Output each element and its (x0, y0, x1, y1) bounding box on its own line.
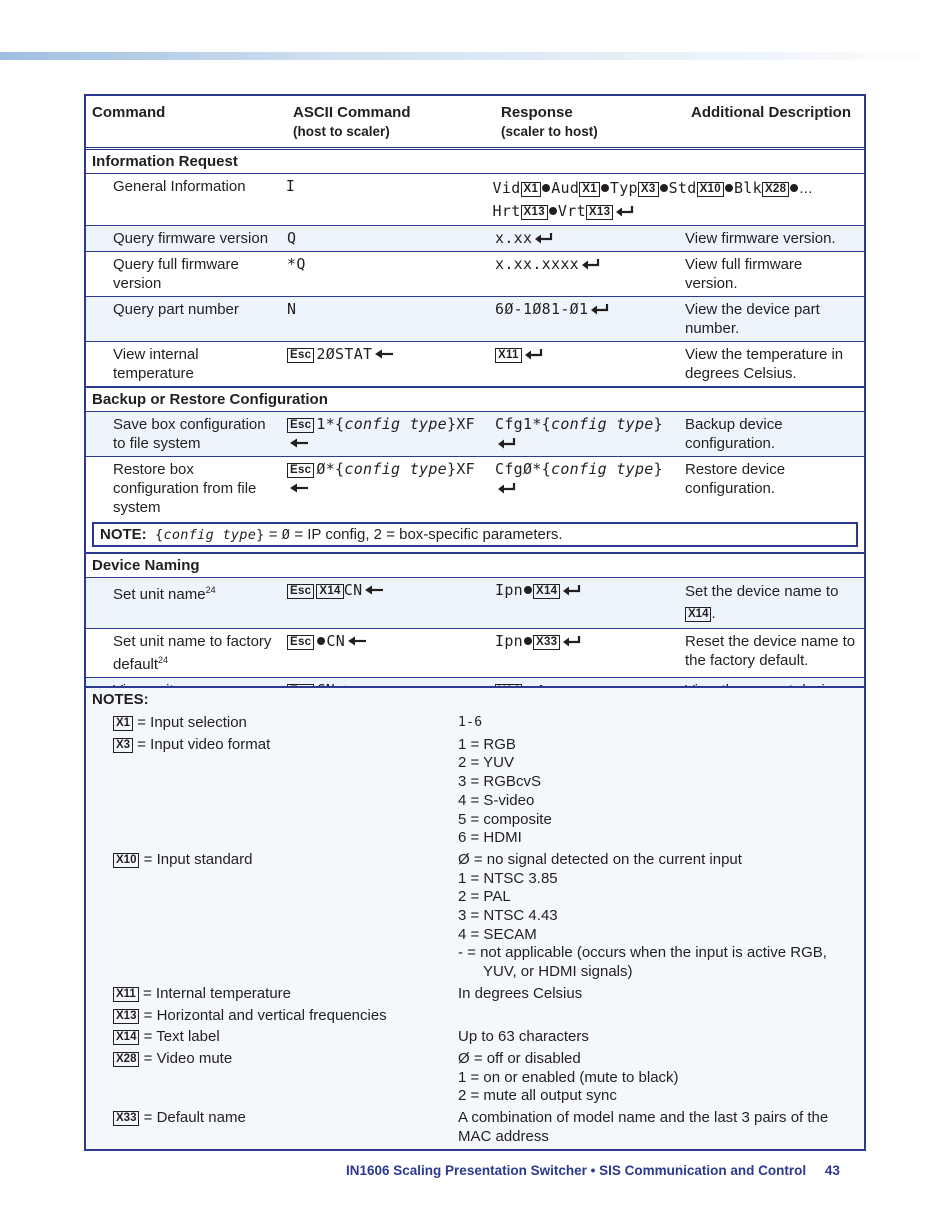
note-x13: X13 = Horizontal and vertical frequencies (86, 1007, 864, 1026)
page-number: 43 (824, 1163, 840, 1178)
space-dot-icon (725, 184, 733, 192)
esc-key-icon: Esc (287, 463, 314, 478)
header-gradient-bar (0, 52, 950, 60)
return-arrow-icon (497, 482, 517, 494)
space-dot-icon (660, 184, 668, 192)
table-row: General Information I Vid X1 Aud X1 Typ X3 Std X10 Blk X28 ... Hrt X13 Vrt X13 (86, 173, 864, 225)
section-backup-restore: Backup or Restore Configuration (86, 386, 864, 411)
carriage-return-arrow-icon (289, 482, 309, 494)
note-x14: X14 = Text label Up to 63 characters (86, 1028, 864, 1047)
section-information-request: Information Request (92, 153, 238, 170)
return-arrow-icon (562, 635, 582, 647)
space-dot-icon (524, 586, 532, 594)
notes-title: NOTES: (92, 691, 149, 708)
esc-key-icon: Esc (287, 635, 314, 650)
note-x3: X3 = Input video format 1 = RGB 2 = YUV 3 = RGBcvS 4 = S-video 5 = composite 6 = HDMI (86, 736, 864, 848)
general-response: Vid X1 Aud X1 Typ X3 Std X10 Blk X28 ... Hrt X13 Vrt X13 (492, 179, 813, 220)
table-row: Restore box configuration from file system Esc Ø*{config type}XF CfgØ*{config type} Restore device configuration. (86, 456, 864, 520)
note-x10: X10 = Input standard Ø = no signal detected on the current input 1 = NTSC 3.85 2 = PAL 3 = NTSC 4.43 4 = SECAM - = not applicable (occurs when the input is active RGB, YUV, or HDMI signals) (86, 851, 864, 982)
header-ascii: ASCII Command (host to scaler) (293, 104, 411, 139)
return-arrow-icon (590, 303, 610, 315)
space-dot-icon (317, 637, 325, 645)
space-dot-icon (524, 637, 532, 645)
carriage-return-arrow-icon (374, 348, 394, 360)
table-row: Query full firmware version *Q x.xx.xxxx View full firmware version. (86, 251, 864, 296)
space-dot-icon (790, 184, 798, 192)
space-dot-icon (542, 184, 550, 192)
command-table (84, 94, 866, 724)
return-arrow-icon (534, 232, 554, 244)
return-arrow-icon (615, 205, 635, 217)
note-x1: X1 = Input selection 1-6 (86, 714, 864, 733)
esc-key-icon: Esc (287, 348, 314, 363)
config-type-note: NOTE: {config type} = Ø = IP config, 2 = box-specific parameters. (86, 520, 864, 552)
header-command: Command (92, 104, 166, 121)
carriage-return-arrow-icon (364, 584, 384, 596)
note-x33: X33 = Default name A combination of model name and the last 3 pairs of the MAC address (86, 1109, 864, 1146)
table-row: Query part number N 6Ø-1Ø81-Ø1 View the device part number. (86, 296, 864, 341)
return-arrow-icon (581, 258, 601, 270)
return-arrow-icon (524, 348, 544, 360)
note-x28: X28 = Video mute Ø = off or disabled 1 = on or enabled (mute to black) 2 = mute all output sync (86, 1050, 864, 1106)
space-dot-icon (601, 184, 609, 192)
return-arrow-icon (562, 584, 582, 596)
return-arrow-icon (497, 437, 517, 449)
carriage-return-arrow-icon (347, 635, 367, 647)
table-row: Set unit name$^{24}$ Esc X14 CN Ipn X14 Set the device name to X14 . (86, 577, 864, 628)
carriage-return-arrow-icon (289, 437, 309, 449)
table-row: Set unit name to factory default$^{24}$ Esc CN Ipn X33 Reset the device name to the factory default. (86, 628, 864, 677)
esc-key-icon: Esc (287, 584, 314, 599)
notes-box (84, 686, 866, 1151)
section-device-naming: Device Naming (86, 552, 864, 577)
header-description: Additional Description (691, 104, 852, 121)
table-row: View internal temperature Esc 2ØSTAT X11 View the temperature in degrees Celsius. (86, 341, 864, 386)
header-response: Response (scaler to host) (501, 104, 598, 139)
page-footer: IN1606 Scaling Presentation Switcher • SIS Communication and Control 43 (346, 1163, 840, 1178)
space-dot-icon (549, 207, 557, 215)
table-row: Save box configuration to file system Esc 1*{config type}XF Cfg1*{config type} Backup device configuration. (86, 411, 864, 456)
table-header (86, 96, 864, 150)
note-x11: X11 = Internal temperature In degrees Celsius (86, 985, 864, 1004)
table-row: Query firmware version Q x.xx View firmware version. (86, 225, 864, 251)
esc-key-icon: Esc (287, 418, 314, 433)
